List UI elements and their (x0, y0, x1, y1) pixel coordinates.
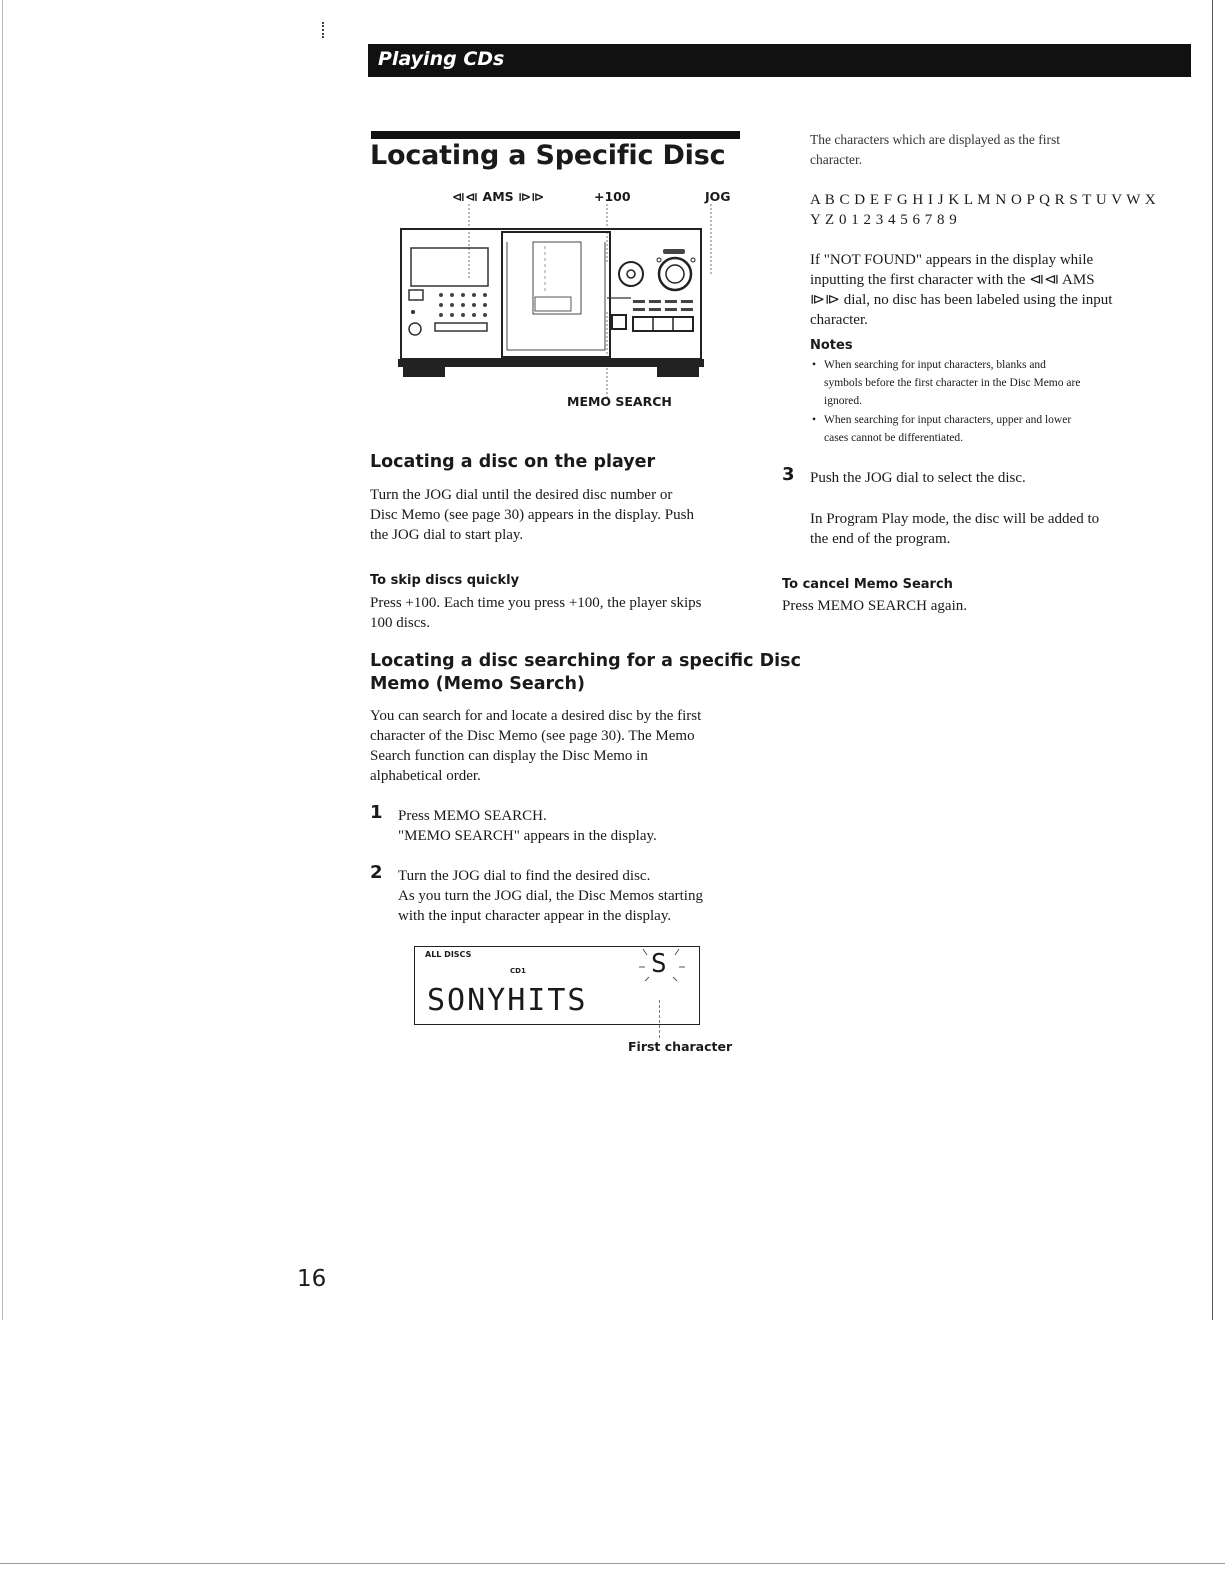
section-body-locate-on-player: Turn the JOG dial until the desired disc number or Disc Memo (see page 30) appears in the display. Push the JOG dial to start play. (370, 487, 694, 543)
skip-discs-text: Press +100. Each time you press +100, the player skips 100 discs. (370, 595, 702, 631)
subheading-skip-discs: To skip discs quickly (370, 573, 520, 588)
section-body-memo-search: You can search for and locate a desired disc by the first character of the Disc Memo (see page 30). The Memo Search function can display the Disc Memo in alphabetical order. (370, 708, 702, 784)
notes-heading: Notes (810, 338, 853, 353)
figure-label-plus100: +100 (594, 189, 631, 204)
bullet-icon: • (812, 359, 817, 371)
lcd-display-figure (414, 946, 700, 1025)
lcd-cd-indicator: CD1 (510, 967, 526, 975)
step-number-3: 3 (782, 464, 795, 485)
section-heading-locate-on-player: Locating a disc on the player (370, 452, 656, 472)
lcd-disc-memo-text: SONYHITS (427, 983, 588, 1018)
page-number: 16 (297, 1266, 327, 1292)
figure-label-jog: JOG (705, 189, 731, 204)
step-number-2: 2 (370, 862, 383, 883)
cancel-memo-search-text: Press MEMO SEARCH again. (782, 598, 968, 614)
next-track-icon: ⧐⧐ (518, 189, 545, 204)
note-2: • When searching for input characters, upper and lower cases cannot be differentiated. (812, 411, 1071, 447)
lcd-first-character: S (651, 949, 667, 979)
bullet-icon: • (812, 414, 817, 426)
step-3-text: Push the JOG dial to select the disc. (810, 470, 1026, 486)
first-character-label: First character (628, 1039, 733, 1054)
step-number-1: 1 (370, 802, 383, 823)
page-title: Locating a Specific Disc (370, 140, 726, 171)
character-list: A B C D E F G H I J K L M N O P Q R S T U V W X Y Z 0 1 2 3 4 5 6 7 8 9 (810, 192, 1157, 228)
scan-mark (322, 22, 326, 38)
section-heading-memo-search: Locating a disc searching for a specific Disc Memo (Memo Search) (370, 651, 801, 694)
title-rule (371, 131, 740, 139)
step-1-text: Press MEMO SEARCH. "MEMO SEARCH" appears in the display. (398, 808, 657, 844)
not-found-text: If "NOT FOUND" appears in the display while inputting the first character with the ⧏⧏ AMS ⧐⧐ dial, no disc has been labeled using the input character. (810, 252, 1113, 328)
step-2-text: Turn the JOG dial to find the desired disc. As you turn the JOG dial, the Disc Memos starting with the input character appear in the display. (398, 868, 703, 924)
first-character-callout-line (659, 1000, 660, 1038)
section-header-bar (368, 44, 1191, 77)
scan-bottom-line (0, 1563, 1225, 1564)
lcd-all-discs-indicator: ALL DISCS (425, 950, 472, 959)
scan-edge-right (1212, 0, 1213, 1320)
characters-intro: The characters which are displayed as the first character. (810, 132, 1061, 167)
program-play-text: In Program Play mode, the disc will be added to the end of the program. (810, 511, 1100, 547)
prev-track-icon: ⧏⧏ (452, 189, 479, 204)
cd-player-illustration (395, 202, 725, 402)
blink-rays-icon (637, 947, 687, 987)
section-header-title: Playing CDs (378, 48, 505, 70)
subheading-cancel-memo-search: To cancel Memo Search (782, 577, 953, 592)
scan-edge-left (2, 0, 3, 1320)
figure-label-ams: ⧏⧏ AMS ⧐⧐ (452, 189, 545, 204)
note-1: • When searching for input characters, blanks and symbols before the first character in the Disc Memo are ignored. (812, 356, 1080, 410)
figure-label-memo-search: MEMO SEARCH (567, 394, 672, 409)
